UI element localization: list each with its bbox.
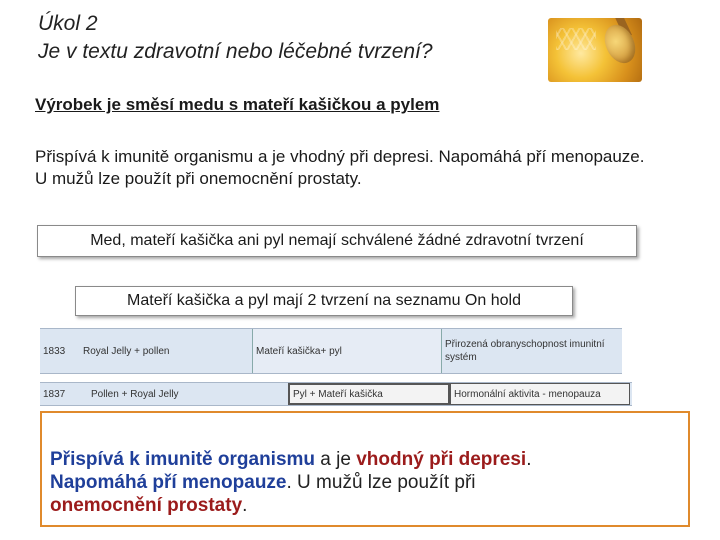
no-claims-text: Med, mateří kašička ani pyl nemají schválené žádné zdravotní tvrzení xyxy=(90,232,584,249)
honey-photo xyxy=(548,18,642,82)
title-line-1: Úkol 2 xyxy=(38,12,98,35)
product-description: Výrobek je směsí medu s mateří kašičkou a pylem xyxy=(35,95,440,114)
row-substance: Pyl + Mateří kašička xyxy=(288,383,450,405)
title-line-2: Je v textu zdravotní nebo léčebné tvrzení? xyxy=(38,40,433,63)
slide-title xyxy=(38,10,433,66)
no-claims-box xyxy=(37,225,637,257)
highlight-prostate: onemocnění prostaty xyxy=(50,495,243,516)
highlight-immunity: Přispívá k imunitě organismu xyxy=(50,449,316,470)
row-number: 1833 xyxy=(43,345,66,357)
row-name: Pollen + Royal Jelly xyxy=(91,388,179,400)
plain-text: . xyxy=(242,495,248,516)
table-row xyxy=(40,382,632,406)
highlighted-paragraph xyxy=(50,448,650,517)
row-claim: Hormonální aktivita - menopauza xyxy=(450,383,630,405)
honey-dipper xyxy=(599,20,641,68)
row-substance: Mateří kašička+ pyl xyxy=(252,329,442,373)
plain-text: . xyxy=(526,449,532,470)
honeycomb-shape xyxy=(556,28,596,50)
on-hold-text: Mateří kašička a pyl mají 2 tvrzení na seznamu On hold xyxy=(127,292,521,309)
highlight-depression: vhodný při depresi xyxy=(356,449,527,470)
on-hold-box xyxy=(75,286,573,316)
highlight-menopause: Napomáhá pří menopauze xyxy=(50,472,287,493)
table-row xyxy=(40,328,622,374)
row-name: Royal Jelly + pollen xyxy=(83,345,170,357)
row-claim: Přirozená obranyschopnost imunitní systém xyxy=(445,339,605,363)
row-number: 1837 xyxy=(43,388,66,400)
plain-text: . U mužů lze použít při xyxy=(286,472,476,493)
claim-paragraph: Přispívá k imunitě organismu a je vhodný při depresi. Napomáhá pří menopauze. U mužů lze použít při onemocnění prostaty. xyxy=(35,147,645,188)
plain-text: a je xyxy=(315,449,357,470)
